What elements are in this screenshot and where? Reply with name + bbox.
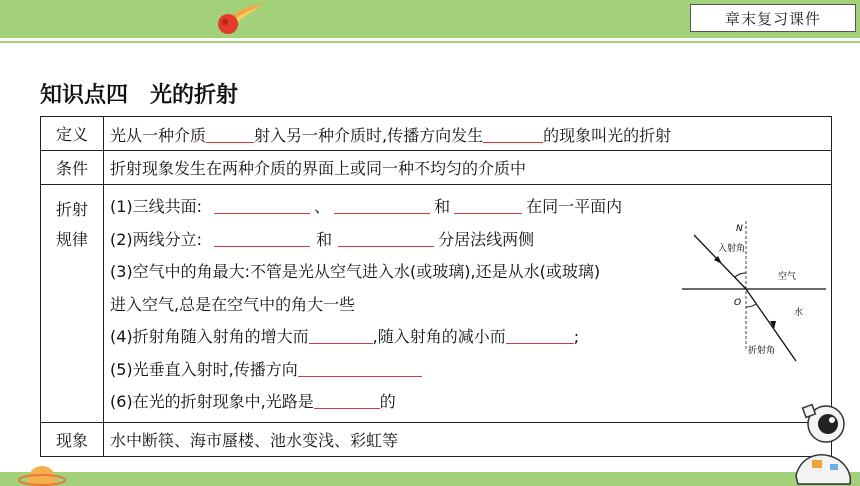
condition-content: 折射现象发生在两种介质的界面上或同一种不均匀的介质中 (104, 151, 832, 185)
meteor-icon (206, 0, 270, 36)
rules-content (104, 185, 832, 423)
table-row-phenomena (41, 423, 832, 457)
answer-blank[interactable] (214, 195, 310, 214)
diagram-label-air: 空气 (778, 272, 797, 282)
answer-blank[interactable] (334, 195, 430, 214)
answer-blank[interactable] (506, 325, 574, 344)
answer-blank[interactable] (454, 195, 522, 214)
rule-4: (4)折射角随入射角的增大而 ,随入射角的减小而 ; (110, 327, 580, 346)
bottom-banner (0, 472, 860, 486)
table-row-rules (41, 185, 832, 423)
diagram-label-refracted: 折射角 (748, 346, 776, 356)
rule-5: (5)光垂直入射时,传播方向 (110, 354, 825, 387)
diagram-label-normal: N (736, 224, 743, 234)
diagram-label-incident: 入射角 (718, 244, 746, 254)
answer-blank[interactable] (338, 228, 434, 247)
diagram-label-origin: O (734, 298, 742, 308)
answer-blank[interactable] (309, 325, 373, 344)
chapter-review-badge: 章末复习课件 (690, 4, 856, 32)
table-row-definition (41, 117, 832, 151)
answer-blank[interactable] (314, 390, 380, 409)
refraction-diagram (678, 215, 828, 365)
row-label-condition: 条件 (41, 151, 104, 185)
row-label-phenomena: 现象 (41, 423, 104, 457)
answer-blank[interactable] (298, 358, 422, 377)
row-label-definition: 定义 (41, 117, 104, 151)
answer-blank[interactable] (483, 124, 543, 143)
rule-3-cont: 进入空气,总是在空气中的角大一些 (110, 294, 356, 314)
answer-blank[interactable] (206, 124, 254, 143)
rule-6: (6)在光的折射现象中,光路是 的 (110, 392, 396, 411)
row-label-rules: 折射 规律 (41, 185, 104, 423)
astronaut-icon (790, 398, 856, 486)
table-row-condition (41, 151, 832, 185)
incident-angle-arc (735, 273, 746, 277)
banner-divider-green (0, 41, 860, 43)
phenomena-content: 水中断筷、海市蜃楼、池水变浅、彩虹等 (104, 423, 832, 457)
knowledge-table (40, 116, 832, 457)
diagram-label-water: 水 (794, 308, 804, 318)
rule-3: (3)空气中的角最大:不管是光从空气进入水(或玻璃),还是从水(或玻璃) (110, 262, 601, 281)
refraction-angle-arc (746, 304, 756, 307)
answer-blank[interactable] (214, 228, 310, 247)
definition-content: 光从一种介质 射入另一种介质时,传播方向发生 的现象叫光的折射 (104, 117, 832, 151)
page-title: 知识点四 光的折射 (40, 83, 239, 108)
rule-1: (1)三线共面: 、 和 在同一平面内 (110, 197, 623, 216)
rule-2: (2)两线分立: 和 分居法线两侧 (110, 229, 535, 249)
planet-icon (18, 458, 68, 486)
